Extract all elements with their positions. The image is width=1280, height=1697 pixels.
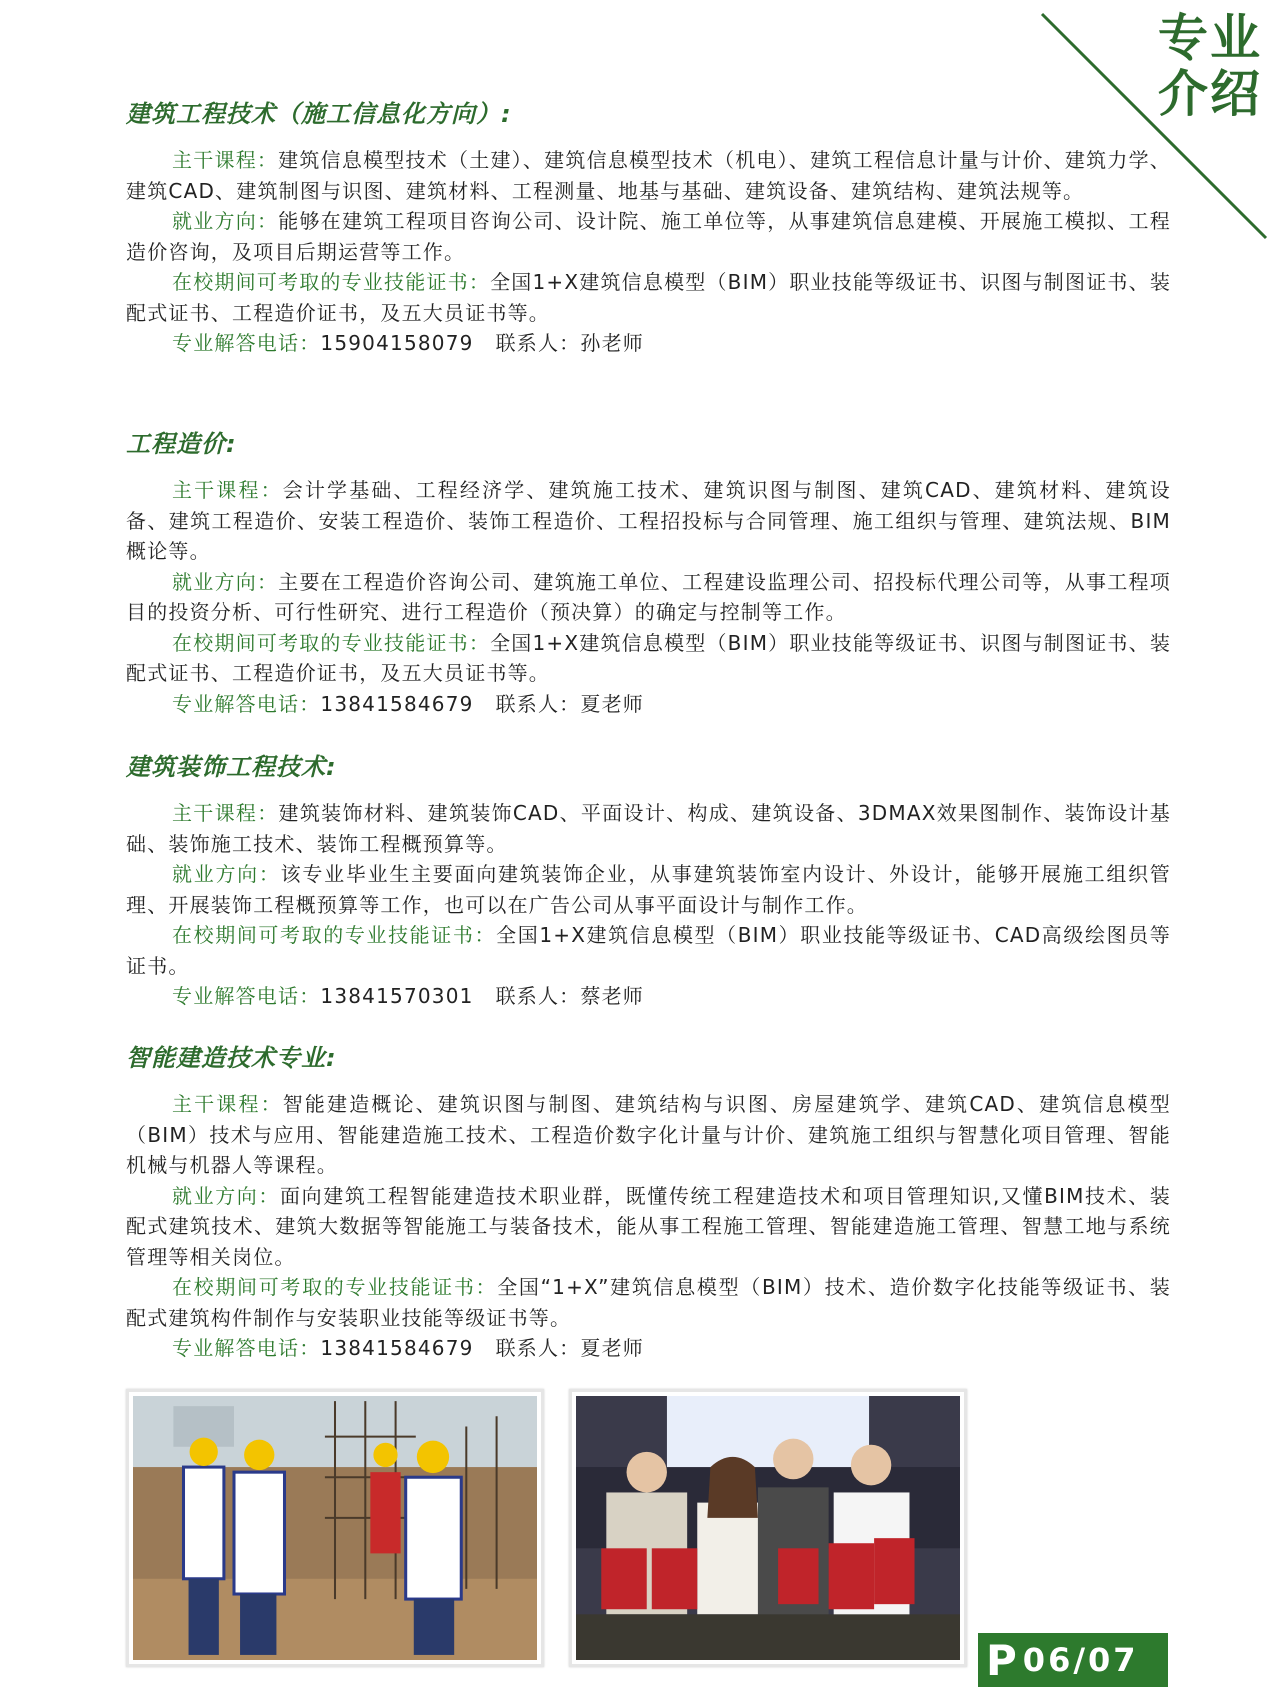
section-title: 建筑工程技术（施工信息化方向）:: [126, 100, 512, 128]
contact-paragraph: [126, 981, 1171, 1012]
career-text: 能够在建筑工程项目咨询公司、设计院、施工单位等，从事建筑信息建模、开展施工模拟、工程造价咨询，及项目后期运营等工作。: [126, 209, 1172, 264]
courses-label: 主干课程：: [172, 478, 283, 502]
cert-label: 在校期间可考取的专业技能证书：: [172, 630, 491, 655]
cert-paragraph: [126, 267, 1171, 328]
contact-name: 孙老师: [580, 331, 644, 355]
courses-paragraph: [126, 145, 1171, 206]
cert-label: 在校期间可考取的专业技能证书：: [172, 270, 491, 294]
major-section-intelligent-construction: [126, 1038, 1171, 1364]
courses-label: 主干课程：: [172, 1092, 283, 1116]
contact-name: 夏老师: [580, 1336, 644, 1360]
career-label: 就业方向：: [172, 862, 281, 886]
corner-title-line2: 介绍: [1158, 64, 1262, 123]
cert-label: 在校期间可考取的专业技能证书：: [172, 1275, 498, 1299]
contact-paragraph: [126, 1333, 1171, 1364]
page-number-badge: [978, 1633, 1168, 1687]
cert-label: 在校期间可考取的专业技能证书：: [172, 923, 497, 947]
phone-label: 专业解答电话：: [172, 331, 321, 355]
major-section-construction-engineering: [126, 94, 1171, 359]
section-title: 建筑装饰工程技术:: [126, 753, 337, 781]
section-title: 智能建造技术专业:: [126, 1044, 337, 1072]
cert-paragraph: [126, 920, 1171, 981]
cert-text: 全国1+X建筑信息模型（BIM）职业技能等级证书、识图与制图证书、装配式证书、工程造价证书，及五大员证书等。: [126, 270, 1172, 325]
contact-name: 蔡老师: [580, 984, 644, 1008]
contact-label: 联系人：: [495, 691, 581, 716]
career-text: 该专业毕业生主要面向建筑装饰企业，从事建筑装饰室内设计、外设计，能够开展施工组织管理、开展装饰工程概预算等工作，也可以在广告公司从事平面设计与制作工作。: [126, 862, 1172, 917]
corner-title-line1: 专业: [1158, 8, 1262, 67]
phone-label: 专业解答电话：: [172, 691, 321, 716]
cert-paragraph: [126, 628, 1171, 689]
phone-number: 15904158079: [320, 331, 474, 355]
career-label: 就业方向：: [172, 1183, 281, 1208]
courses-text: 建筑装饰材料、建筑装饰CAD、平面设计、构成、建筑设备、3DMAX效果图制作、装饰设计基础、装饰施工技术、装饰工程概预算等。: [126, 801, 1171, 856]
career-label: 就业方向：: [172, 569, 279, 594]
cert-text: 全国“1+X”建筑信息模型（BIM）技术、造价数字化技能等级证书、装配式建筑构件制作与安装职业技能等级证书等。: [126, 1275, 1172, 1330]
phone-number: 13841570301: [320, 984, 474, 1008]
phone-number: 13841584679: [320, 1336, 474, 1360]
award-certificate-image: [576, 1396, 960, 1660]
courses-paragraph: [126, 475, 1171, 567]
cert-paragraph: [126, 1272, 1171, 1333]
award-certificate-photo: [569, 1389, 967, 1667]
section-title: 工程造价:: [126, 430, 237, 458]
construction-site-image: [133, 1396, 537, 1660]
career-paragraph: [126, 567, 1171, 628]
phone-label: 专业解答电话：: [172, 1336, 321, 1360]
courses-text: 会计学基础、工程经济学、建筑施工技术、建筑识图与制图、建筑CAD、建筑材料、建筑设备、建筑工程造价、安装工程造价、装饰工程造价、工程招投标与合同管理、施工组织与管理、建筑法规、BIM概论等。: [126, 478, 1172, 563]
phone-number: 13841584679: [320, 691, 474, 716]
courses-text: 建筑信息模型技术（土建）、建筑信息模型技术（机电）、建筑工程信息计量与计价、建筑力学、建筑CAD、建筑制图与识图、建筑材料、工程测量、地基与基础、建筑设备、建筑结构、建筑法规等。: [126, 148, 1171, 203]
courses-text: 智能建造概论、建筑识图与制图、建筑结构与识图、房屋建筑学、建筑CAD、建筑信息模型（BIM）技术与应用、智能建造施工技术、工程造价数字化计量与计价、建筑施工组织与智慧化项目管理、智能机械与机器人等课程。: [126, 1092, 1172, 1177]
contact-label: 联系人：: [495, 984, 581, 1008]
contact-paragraph: [126, 328, 1171, 359]
contact-label: 联系人：: [495, 1336, 581, 1360]
career-text: 面向建筑工程智能建造技术职业群，既懂传统工程建造技术和项目管理知识,又懂BIM技术、装配式建筑技术、建筑大数据等智能施工与装备技术，能从事工程施工管理、智能建造施工管理、智慧工地与系统管理等相关岗位。: [126, 1183, 1172, 1269]
career-label: 就业方向：: [172, 209, 279, 233]
courses-paragraph: [126, 1089, 1171, 1181]
career-paragraph: [126, 1181, 1171, 1273]
page-number: 06/07: [1022, 1641, 1139, 1679]
career-text: 主要在工程造价咨询公司、建筑施工单位、工程建设监理公司、招投标代理公司等，从事工程项目的投资分析、可行性研究、进行工程造价（预决算）的确定与控制等工作。: [126, 569, 1172, 624]
cert-text: 全国1+X建筑信息模型（BIM）职业技能等级证书、CAD高级绘图员等证书。: [126, 923, 1172, 978]
contact-label: 联系人：: [495, 331, 581, 355]
major-section-cost-engineering: [126, 424, 1171, 719]
phone-label: 专业解答电话：: [172, 984, 321, 1008]
construction-site-photo: [126, 1389, 544, 1667]
career-paragraph: [126, 206, 1171, 267]
courses-label: 主干课程：: [172, 148, 279, 172]
page-prefix: P: [986, 1635, 1017, 1685]
major-section-decoration-engineering: [126, 747, 1171, 1012]
contact-name: 夏老师: [580, 691, 644, 716]
contact-paragraph: [126, 689, 1171, 720]
courses-paragraph: [126, 798, 1171, 859]
cert-text: 全国1+X建筑信息模型（BIM）职业技能等级证书、识图与制图证书、装配式证书、工程造价证书，及五大员证书等。: [126, 630, 1172, 685]
courses-label: 主干课程：: [172, 801, 279, 825]
career-paragraph: [126, 859, 1171, 920]
